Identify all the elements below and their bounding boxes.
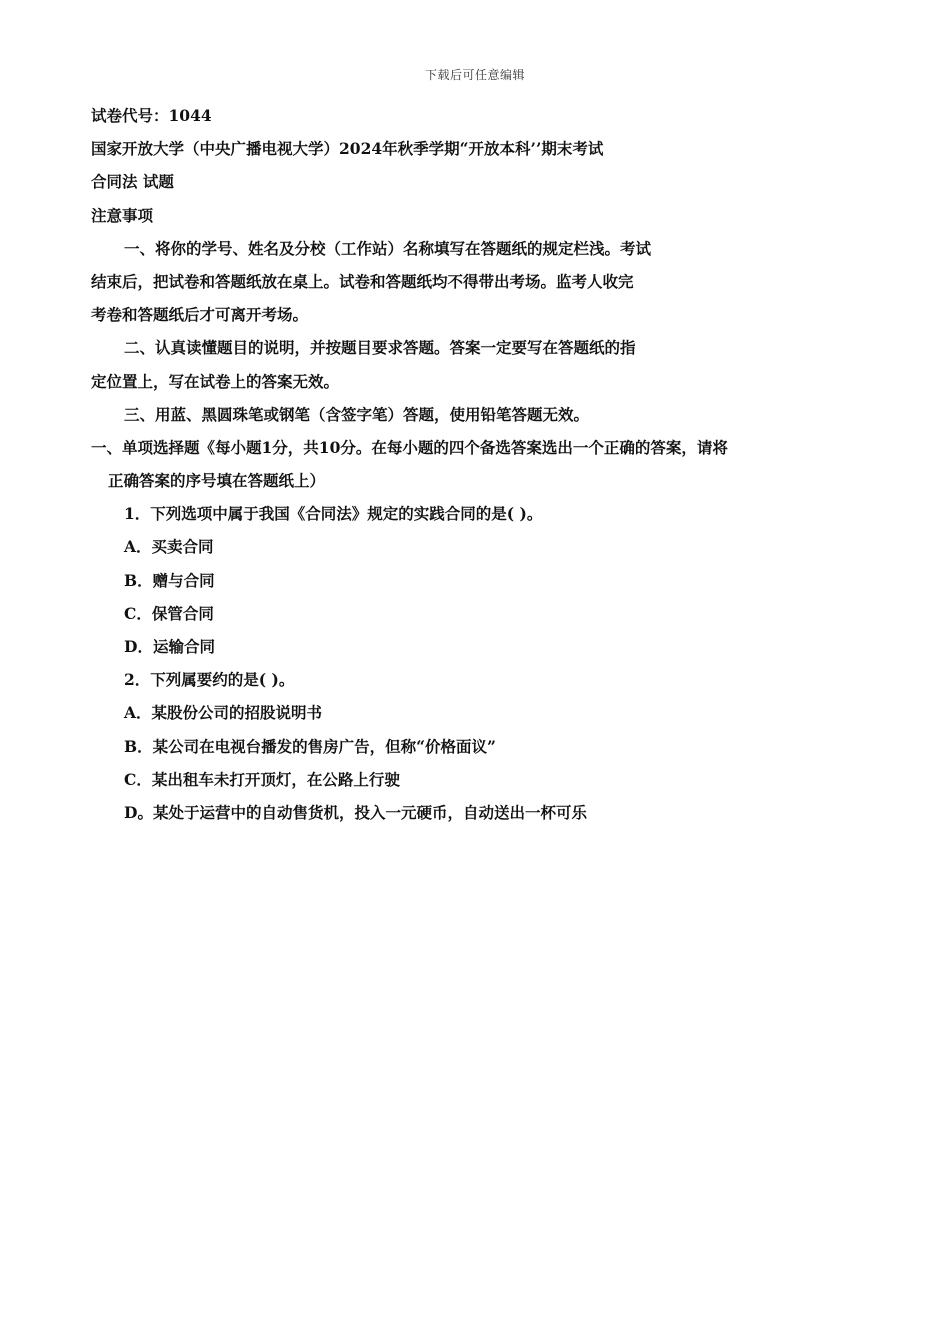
subject-title: 合同法 试题 (91, 172, 174, 192)
question-1-option-b: B．赠与合同 (124, 570, 215, 590)
question-1-option-c: C．保管合同 (124, 603, 214, 623)
header-note: 下载后可任意编辑 (424, 68, 525, 82)
notice-heading: 注意事项 (91, 205, 154, 225)
exam-code: 试卷代号：1044 (91, 106, 212, 125)
section-1-title: 一、单项选择题《每小题1分，共10分。在每小题的四个备选答案选出一个正确的答案，请将 (91, 437, 728, 457)
question-2-option-c: C．某出租车未打开顶灯，在公路上行驶 (124, 769, 400, 789)
exam-title: 国家开放大学（中央广播电视大学）2024年秋季学期“开放本科’’期末考试 (91, 139, 604, 159)
notice-item-1-line-3: 考卷和答题纸后才可离开考场。 (91, 305, 309, 325)
notice-item-1-line-2: 结束后，把试卷和答题纸放在桌上。试卷和答题纸均不得带出考场。监考人收完 (91, 271, 634, 291)
section-1-title-cont: 正确答案的序号填在答题纸上） (108, 471, 326, 491)
notice-item-3-line-1: 三、用蓝、黑圆珠笔或钢笔（含签字笔）答题，使用铅笔答题无效。 (124, 404, 590, 424)
question-2-stem: 2．下列属要约的是( )。 (124, 670, 295, 690)
exam-content (91, 99, 851, 829)
notice-item-2-line-1: 二、认真读懂题目的说明，并按题目要求答题。答案一定要写在答题纸的指 (124, 338, 636, 358)
question-2-option-d: D。某处于运营中的自动售货机，投入一元硬币，自动送出一杯可乐 (124, 802, 587, 822)
question-1-option-d: D．运输合同 (124, 637, 215, 656)
notice-item-1-line-1: 一、将你的学号、姓名及分校（工作站）名称填写在答题纸的规定栏浅。考试 (124, 238, 652, 258)
question-1-option-a: A．买卖合同 (124, 537, 214, 557)
notice-item-2-line-2: 定位置上，写在试卷上的答案无效。 (91, 371, 340, 391)
question-1-stem: 1．下列选项中属于我国《合同法》规定的实践合同的是( )。 (124, 504, 543, 524)
question-2-option-a: A．某股份公司的招股说明书 (124, 703, 323, 723)
question-2-option-b: B．某公司在电视台播发的售房广告，但称“价格面议” (124, 736, 496, 756)
